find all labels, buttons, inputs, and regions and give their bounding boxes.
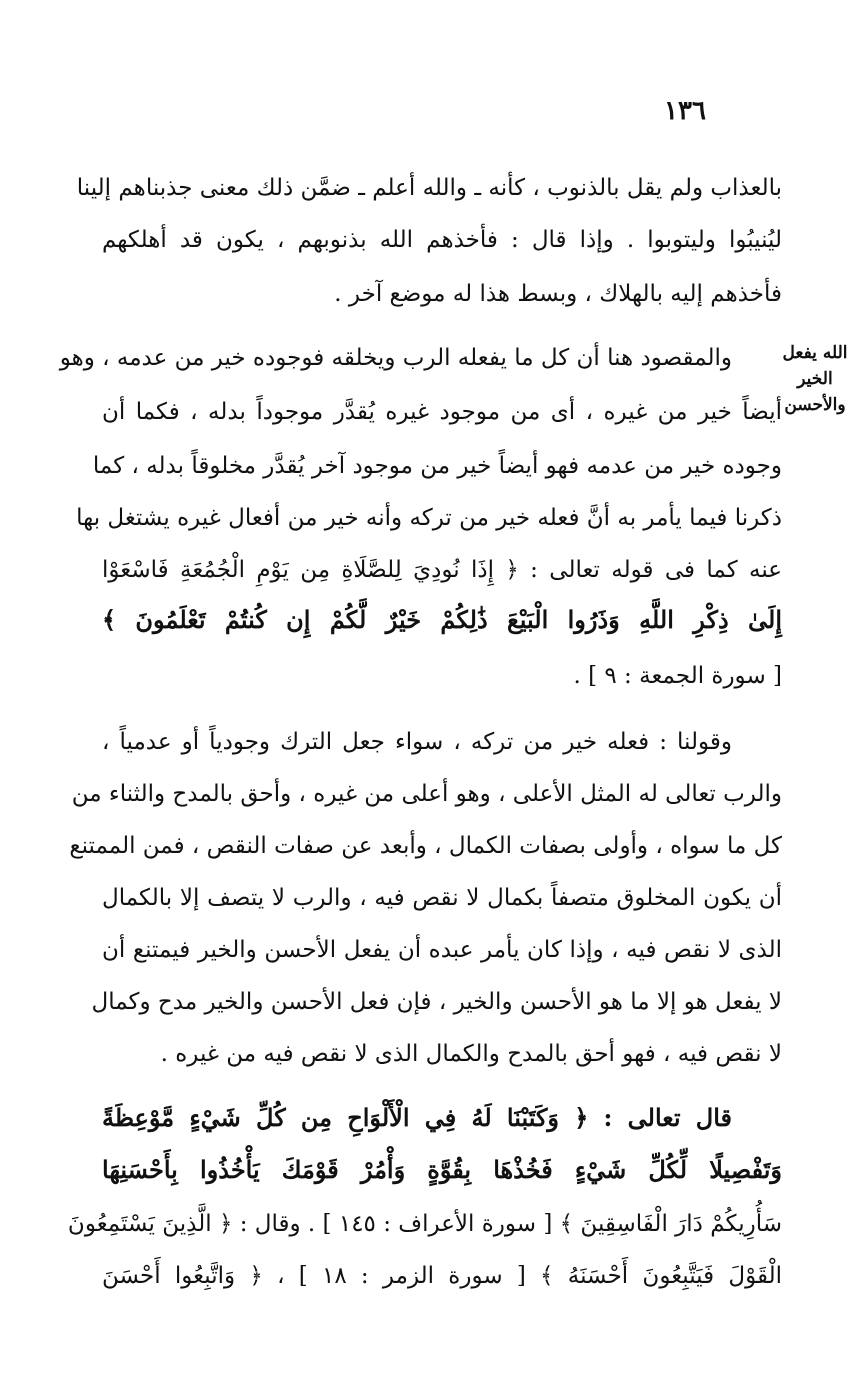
text-line: والمقصود هنا أن كل ما يفعله الرب ويخلقه فوجوده خير من عدمه ، وهو <box>59 345 732 371</box>
text-line: بالعذاب ولم يقل بالذنوب ، كأنه ـ والله أعلم ـ ضمَّن ذلك معنى جذبناهم إلينا <box>76 175 782 201</box>
text-line: لا نقص فيه ، فهو أحق بالمدح والكمال الذى لا نقص فيه من غيره . <box>160 1041 782 1067</box>
margin-note <box>775 340 855 418</box>
text-line: عنه كما فى قوله تعالى : ﴿ إِذَا نُودِيَ لِلصَّلَاةِ مِن يَوْمِ الْجُمُعَةِ فَاسْعَوْا <box>102 557 782 583</box>
text-line: وقولنا : فعله خير من تركه ، سواء جعل الترك وجودياً أو عدمياً ، <box>102 729 732 755</box>
text-line: ذكرنا فيما يأمر به أنَّ فعله خير من تركه وأنه خير من أفعال غيره يشتغل بها <box>76 505 782 531</box>
text-line: أيضاً خير من غيره ، أى من موجود غيره يُقدَّر موجوداً بدله ، فكما أن <box>102 399 782 425</box>
text-line: أن يكون المخلوق متصفاً بكمال لا نقص فيه ، والرب لا يتصف إلا بالكمال <box>102 885 782 911</box>
page-number: ١٣٦ <box>664 96 706 126</box>
citation-line: [ سورة الجمعة : ٩ ] . <box>573 663 782 689</box>
text-line: وجوده خير من عدمه فهو أيضاً خير من موجود آخر يُقدَّر مخلوقاً بدله ، كما <box>92 453 782 479</box>
text-line: لا يفعل هو إلا ما هو الأحسن والخير ، فإن فعل الأحسن والخير مدح وكمال <box>91 989 782 1015</box>
text-line: كل ما سواه ، وأولى بصفات الكمال ، وأبعد عن صفات النقص ، فمن الممتنع <box>69 833 782 859</box>
quran-verse-line: سَأُرِيكُمْ دَارَ الْفَاسِقِينَ ﴾ [ سورة الأعراف : ١٤٥ ] . وقال : ﴿ الَّذِينَ يَسْتَمِعُونَ <box>67 1211 782 1237</box>
text-line: فأخذهم إليه بالهلاك ، وبسط هذا له موضع آخر . <box>334 281 782 307</box>
quran-verse-line: وَتَفْصِيلًا لِّكُلِّ شَيْءٍ فَخُذْهَا بِقُوَّةٍ وَأْمُرْ قَوْمَكَ يَأْخُذُوا بِأَحْسَنِهَا <box>102 1155 782 1184</box>
text-line: ليُنيبُوا وليتوبوا . وإذا قال : فأخذهم الله بذنوبهم ، يكون قد أهلكهم <box>102 227 782 253</box>
text-line: الذى لا نقص فيه ، وإذا كان يأمر عبده أن يفعل الأحسن والخير فيمتنع أن <box>102 937 782 963</box>
text-line: والرب تعالى له المثل الأعلى ، وهو أعلى من غيره ، وأحق بالمدح والثناء من <box>71 781 782 807</box>
quran-verse-line: إِلَىٰ ذِكْرِ اللَّهِ وَذَرُوا الْبَيْعَ ذَٰلِكُمْ خَيْرٌ لَّكُمْ إِن كُنتُمْ تَعْلَمُونَ ﴾ <box>102 605 782 634</box>
margin-note-line: والأحسن <box>784 395 846 415</box>
quran-verse-line: قال تعالى : ﴿ وَكَتَبْنَا لَهُ فِي الْأَلْوَاحِ مِن كُلِّ شَيْءٍ مَّوْعِظَةً <box>102 1103 732 1132</box>
quran-verse-line: الْقَوْلَ فَيَتَّبِعُونَ أَحْسَنَهُ ﴾ [ سورة الزمر : ١٨ ] ، ﴿ وَاتَّبِعُوا أَحْسَنَ <box>102 1263 782 1289</box>
margin-note-line: الله يفعل الخير <box>782 343 848 389</box>
